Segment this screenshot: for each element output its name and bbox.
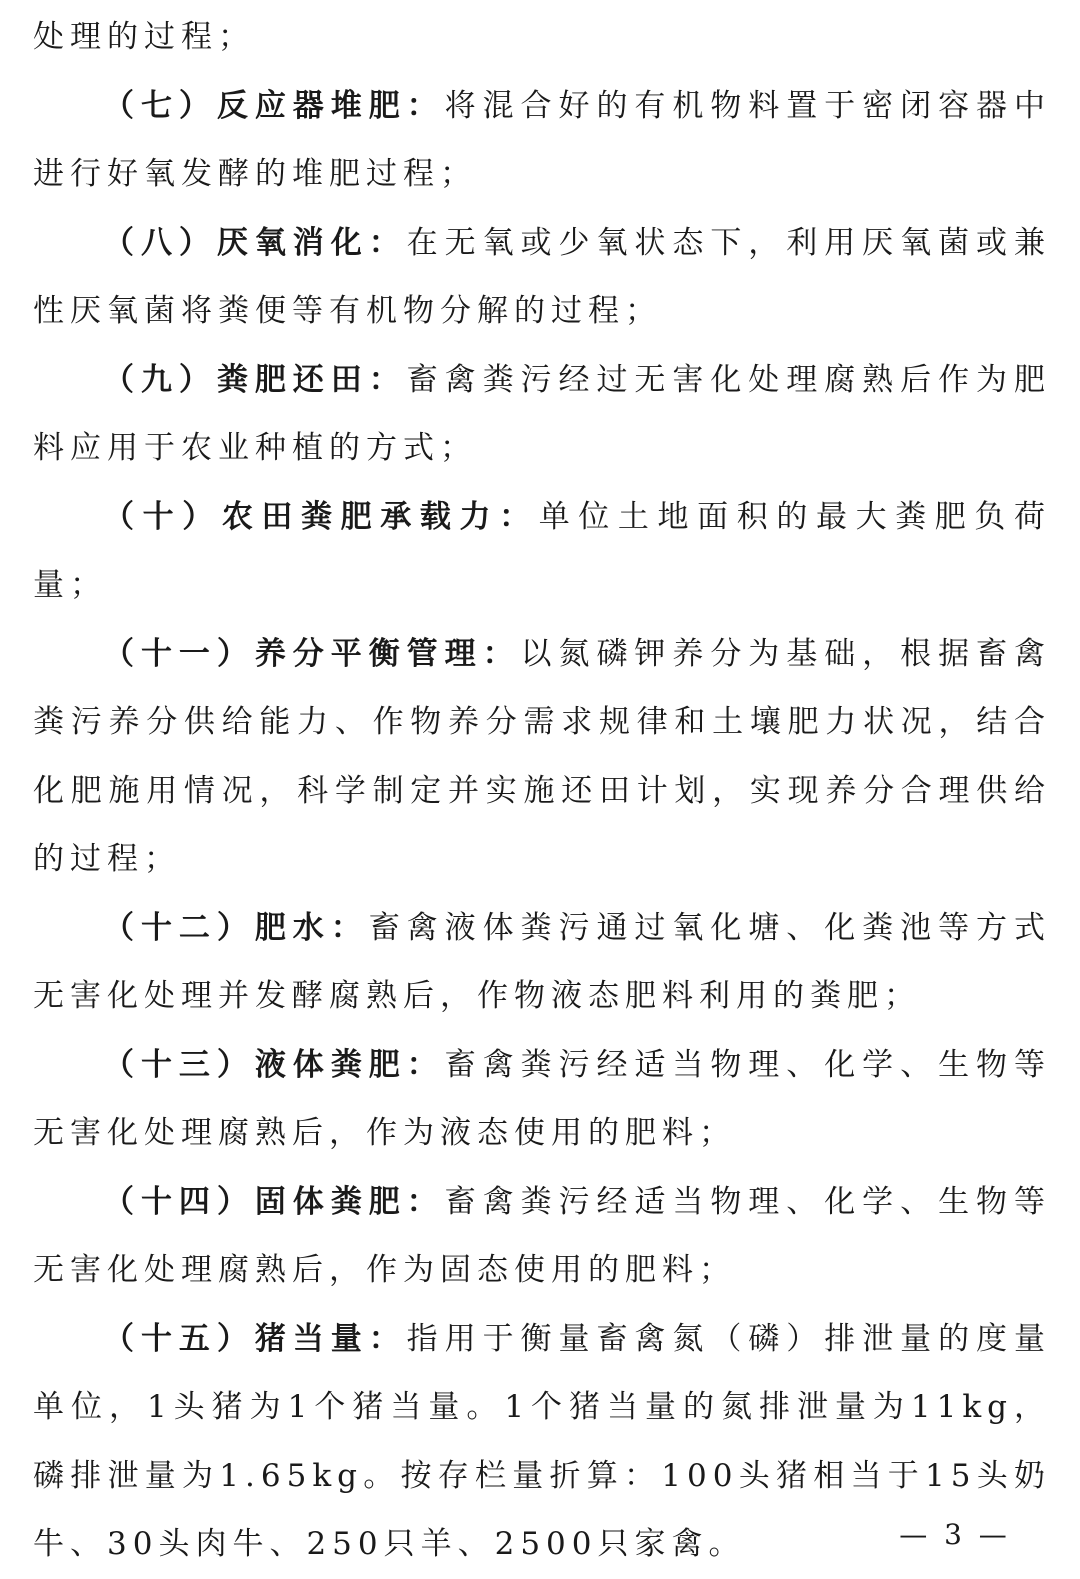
- definition-item-11: [33, 620, 1051, 894]
- definition-term: （十二）肥水：: [103, 909, 369, 946]
- definition-text: 畜禽粪污经过无害化处理腐熟后作为肥料应用于农业种植的方式；: [33, 361, 1052, 466]
- definition-term: （十三）液体粪肥：: [103, 1046, 445, 1083]
- definition-text: 畜禽粪污经适当物理、化学、生物等无害化处理腐熟后，作为液态使用的肥料；: [33, 1046, 1051, 1151]
- definition-text: 指用于衡量畜禽氮（磷）排泄量的度量单位，1头猪为1个猪当量。1个猪当量的氮排泄量为11kg，磷排泄量为1.65kg。按存栏量折算：100头猪相当于15头奶牛、30头肉牛、250只羊、2500只家禽。: [33, 1320, 1052, 1562]
- page-number: — 3 —: [899, 1518, 1011, 1551]
- continuation-paragraph: [33, 3, 1051, 72]
- definition-term: （七）反应器堆肥：: [103, 87, 445, 124]
- definition-text: 畜禽液体粪污通过氧化塘、化粪池等方式无害化处理并发酵腐熟后，作物液态肥料利用的粪肥；: [33, 909, 1052, 1014]
- definition-term: （十四）固体粪肥：: [103, 1183, 445, 1220]
- definition-text: 畜禽粪污经适当物理、化学、生物等无害化处理腐熟后，作为固态使用的肥料；: [33, 1183, 1051, 1288]
- definition-item-13: [33, 1031, 1051, 1168]
- definition-item-9: [33, 346, 1051, 483]
- definition-term: （十一）养分平衡管理：: [103, 635, 521, 672]
- definition-item-14: [33, 1168, 1051, 1305]
- definition-item-8: [33, 209, 1051, 346]
- definition-text: 在无氧或少氧状态下，利用厌氧菌或兼性厌氧菌将粪便等有机物分解的过程；: [33, 224, 1052, 329]
- definition-term: （十）农田粪肥承载力：: [103, 498, 539, 535]
- definition-term: （九）粪肥还田：: [103, 361, 407, 398]
- definition-term: （八）厌氧消化：: [103, 224, 407, 261]
- definition-text: 以氮磷钾养分为基础，根据畜禽粪污养分供给能力、作物养分需求规律和土壤肥力状况，结合化肥施用情况，科学制定并实施还田计划，实现养分合理供给的过程；: [33, 635, 1052, 877]
- continuation-text: 处理的过程；: [33, 19, 255, 55]
- definition-item-7: [33, 72, 1051, 209]
- document-body: [33, 3, 1051, 1579]
- definition-text: 单位土地面积的最大粪肥负荷量；: [33, 498, 1052, 603]
- definition-item-12: [33, 894, 1051, 1031]
- definition-text: 将混合好的有机物料置于密闭容器中进行好氧发酵的堆肥过程；: [33, 87, 1051, 192]
- definition-term: （十五）猪当量：: [103, 1320, 407, 1357]
- definition-item-10: [33, 483, 1051, 620]
